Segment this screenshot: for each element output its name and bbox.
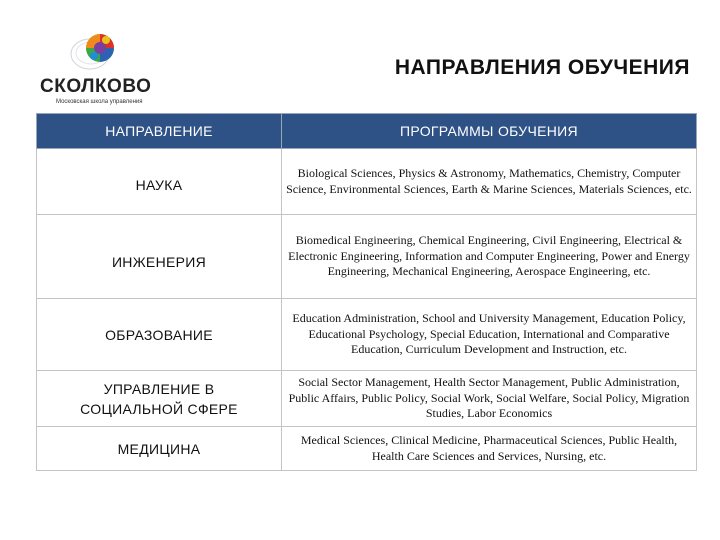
header-direction: НАПРАВЛЕНИЕ [37, 114, 282, 149]
table-row [37, 149, 697, 215]
direction-cell: ОБРАЗОВАНИЕ [37, 299, 282, 371]
direction-cell: УПРАВЛЕНИЕ В СОЦИАЛЬНОЙ СФЕРЕ [37, 371, 282, 427]
table-row [37, 427, 697, 471]
table-row [37, 215, 697, 299]
header-programs: ПРОГРАММЫ ОБУЧЕНИЯ [282, 114, 697, 149]
table-row [37, 299, 697, 371]
logo-wordmark: СКОЛКОВО [40, 76, 152, 97]
programs-table [36, 113, 697, 471]
direction-cell: ИНЖЕНЕРИЯ [37, 215, 282, 299]
table-header-row [37, 114, 697, 149]
programs-cell: Education Administration, School and University Management, Education Policy, Educational Psychology, Special Education, International and Comparative Education, Curriculum Development and Instruction, etc. [282, 299, 697, 371]
direction-cell: НАУКА [37, 149, 282, 215]
skolkovo-logo [36, 28, 156, 108]
table-row [37, 371, 697, 427]
logo-tagline: Московская школа управления [56, 99, 143, 105]
programs-cell: Biomedical Engineering, Chemical Engineering, Civil Engineering, Electrical & Electronic Engineering, Information and Computer Engineering, Power and Energy Engineering, Mechanical Engineering, Aerospace Engineering, etc. [282, 215, 697, 299]
programs-cell: Biological Sciences, Physics & Astronomy, Mathematics, Chemistry, Computer Science, Environmental Sciences, Earth & Marine Sciences, Materials Sciences, etc. [282, 149, 697, 215]
page-title: НАПРАВЛЕНИЯ ОБУЧЕНИЯ [394, 56, 690, 79]
skolkovo-logo-icon [70, 28, 118, 76]
direction-cell: МЕДИЦИНА [37, 427, 282, 471]
programs-cell: Medical Sciences, Clinical Medicine, Pharmaceutical Sciences, Public Health, Health Care Sciences and Services, Nursing, etc. [282, 427, 697, 471]
programs-cell: Social Sector Management, Health Sector Management, Public Administration, Public Affairs, Public Policy, Social Work, Social Welfare, Social Policy, Migration Studies, Labor Economics [282, 371, 697, 427]
